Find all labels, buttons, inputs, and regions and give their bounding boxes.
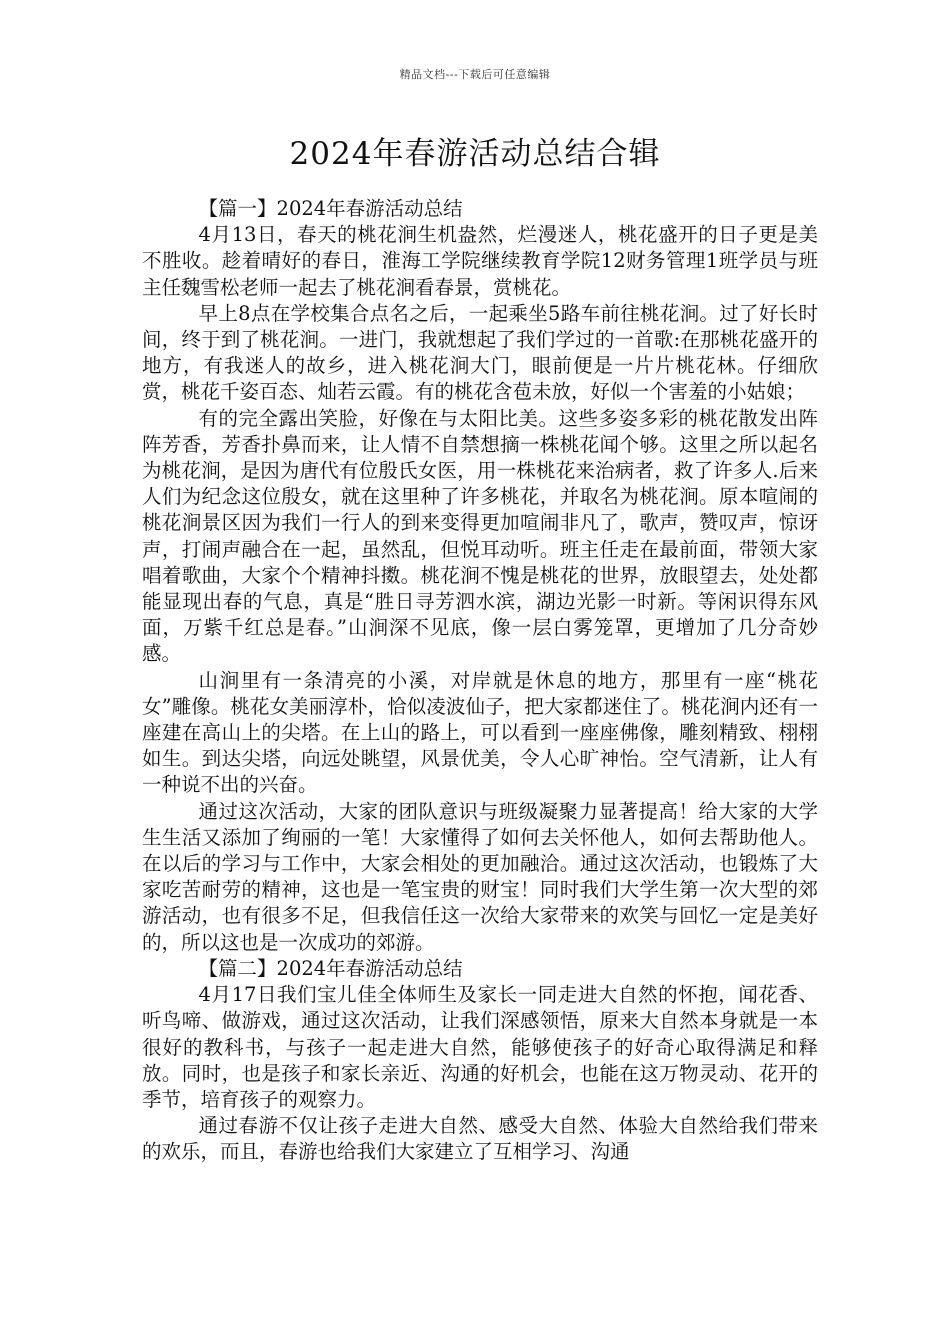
paragraph: 早上8点在学校集合点名之后，一起乘坐5路车前往桃花涧。过了好长时间，终于到了桃花涧。一进门，我就想起了我们学过的一首歌:在那桃花盛开的地方，有我迷人的故乡，进入桃花涧大门，眼前便是一片片桃花林。仔细欣赏，桃花千姿百态、灿若云霞。有的桃花含苞未放，好似一个害羞的小姑娘； [142,301,818,404]
document-body [142,196,818,1166]
paragraph: 山涧里有一条清亮的小溪，对岸就是休息的地方，那里有一座“桃花女”雕像。桃花女美丽淳朴，恰似凌波仙子，把大家都迷住了。桃花涧内还有一座建在高山上的尖塔。在上山的路上，可以看到一座座佛像，雕刻精致、栩栩如生。到达尖塔，向远处眺望，风景优美，令人心旷神怡。空气清新，让人有一种说不出的兴奋。 [142,668,818,797]
paragraph: 4月13日，春天的桃花涧生机盎然，烂漫迷人，桃花盛开的日子更是美不胜收。趁着晴好的春日，淮海工学院继续教育学院12财务管理1班学员与班主任魏雪松老师一起去了桃花涧看春景，赏桃花。 [142,223,818,299]
section-heading-2: 【篇二】2024年春游活动总结 [198,956,463,980]
paragraph: 通过这次活动，大家的团队意识与班级凝聚力显著提高！给大家的大学生生活又添加了绚丽的一笔！大家懂得了如何去关怀他人，如何去帮助他人。在以后的学习与工作中，大家会相处的更加融洽。通过这次活动，也锻炼了大家吃苦耐劳的精神，这也是一笔宝贵的财宝！同时我们大学生第一次大型的郊游活动，也有很多不足，但我信任这一次给大家带来的欢笑与回忆一定是美好的，所以这也是一次成功的郊游。 [142,799,818,954]
section-heading-1: 【篇一】2024年春游活动总结 [198,197,463,220]
paragraph: 通过春游不仅让孩子走进大自然、感受大自然、体验大自然给我们带来的欢乐，而且，春游也给我们大家建立了互相学习、沟通 [142,1114,818,1164]
paragraph: 有的完全露出笑脸，好像在与太阳比美。这些多姿多彩的桃花散发出阵阵芳香，芳香扑鼻而来，让人情不自禁想摘一株桃花闻个够。这里之所以起名为桃花涧，是因为唐代有位殷氏女医，用一株桃花来治病者，救了许多人.后来人们为纪念这位殷女，就在这里种了许多桃花，并取名为桃花涧。原本喧闹的桃花涧景区因为我们一行人的到来变得更加喧闹非凡了，歌声，赞叹声，惊讶声，打闹声融合在一起，虽然乱，但悦耳动听。班主任走在最前面，带领大家唱着歌曲，大家个个精神抖擞。桃花涧不愧是桃花的世界，放眼望去，处处都能显现出春的气息，真是“胜日寻芳泗水滨，湖边光影一时新。等闲识得东风面，万紫千红总是春。”山涧深不见底，像一层白雾笼罩，更增加了几分奇妙感。 [142,406,818,666]
document-title: 2024年春游活动总结合辑 [289,136,661,172]
header-note: 精品文档---下载后可任意编辑 [399,68,551,81]
paragraph: 4月17日我们宝儿佳全体师生及家长一同走进大自然的怀抱，闻花香、听鸟啼、做游戏，通过这次活动，让我们深感领悟，原来大自然本身就是一本很好的教科书，与孩子一起走进大自然，能够使孩子的好奇心取得满足和释放。同时，也是孩子和家长亲近、沟通的好机会，也能在这万物灵动、花开的季节，培育孩子的观察力。 [142,983,818,1111]
